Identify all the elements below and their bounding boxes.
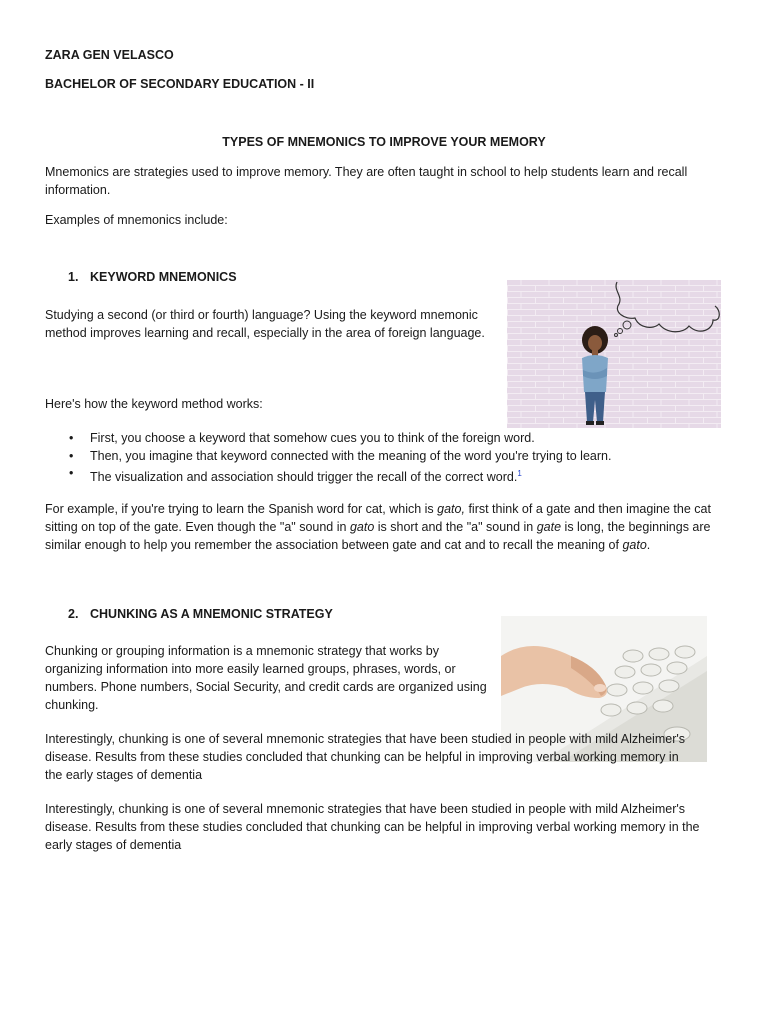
examples-label: Examples of mnemonics include: (45, 213, 228, 227)
section-2-heading (68, 607, 333, 621)
section-1-paragraph-2: Here's how the keyword method works: (45, 397, 263, 411)
section-1-paragraph-1: Studying a second (or third or fourth) language? Using the keyword mnemonic method improves learning and recall, especially in the area of foreign language. (45, 308, 485, 340)
section-1-number: 1. (68, 270, 79, 284)
document-title: TYPES OF MNEMONICS TO IMPROVE YOUR MEMORY (222, 135, 546, 149)
list-item: • First, you choose a keyword that somehow cues you to think of the foreign word. (45, 430, 685, 448)
section-2-title: CHUNKING AS A MNEMONIC STRATEGY (90, 607, 333, 621)
section-1-example-paragraph: For example, if you're trying to learn the Spanish word for cat, which is gato, first think of a gate and then imagine the cat sitting on top of the gate. Even though the "a" sound in gato is short and the "a" sound in gate is long, the beginnings are similar enough to help you remember the association between gate and cat and to recall the meaning of gato. (45, 502, 711, 552)
bullet-icon: • (69, 466, 74, 480)
intro-paragraph: Mnemonics are strategies used to improve memory. They are often taught in school to help students learn and recall information. (45, 165, 688, 197)
section-2-paragraph-3: Interestingly, chunking is one of several mnemonic strategies that have been studied in people with mild Alzheimer's disease. Results from these studies concluded that chunking can be helpful in improving verbal working memory in the early stages of dementia (45, 802, 700, 852)
program-name: BACHELOR OF SECONDARY EDUCATION - II (45, 77, 315, 91)
section-2-paragraph-1: Chunking or grouping information is a mnemonic strategy that works by organizing information into more easily learned groups, phrases, words, or numbers. Phone numbers, Social Security, and credit cards are organized using chunking. (45, 644, 487, 712)
bullet-icon: • (69, 431, 74, 445)
author-name: ZARA GEN VELASCO (45, 48, 174, 62)
section-2-paragraph-2: Interestingly, chunking is one of several mnemonic strategies that have been studied in people with mild Alzheimer's disease. Results from these studies concluded that chunking can be helpful in improving verbal working memory in the early stages of dementia (45, 732, 686, 782)
list-item: • Then, you imagine that keyword connected with the meaning of the word you're trying to learn. (45, 448, 685, 466)
section-1-heading (68, 270, 237, 284)
bullet-icon: • (69, 448, 74, 463)
section-1-title: KEYWORD MNEMONICS (90, 270, 237, 284)
footnote-reference[interactable]: 1 (517, 469, 522, 478)
list-item: • The visualization and association should trigger the recall of the correct word.$^1$ (69, 466, 522, 484)
thought-bubble-woman-image (507, 280, 721, 428)
section-2-number: 2. (68, 607, 79, 621)
keyword-method-list (45, 430, 685, 487)
